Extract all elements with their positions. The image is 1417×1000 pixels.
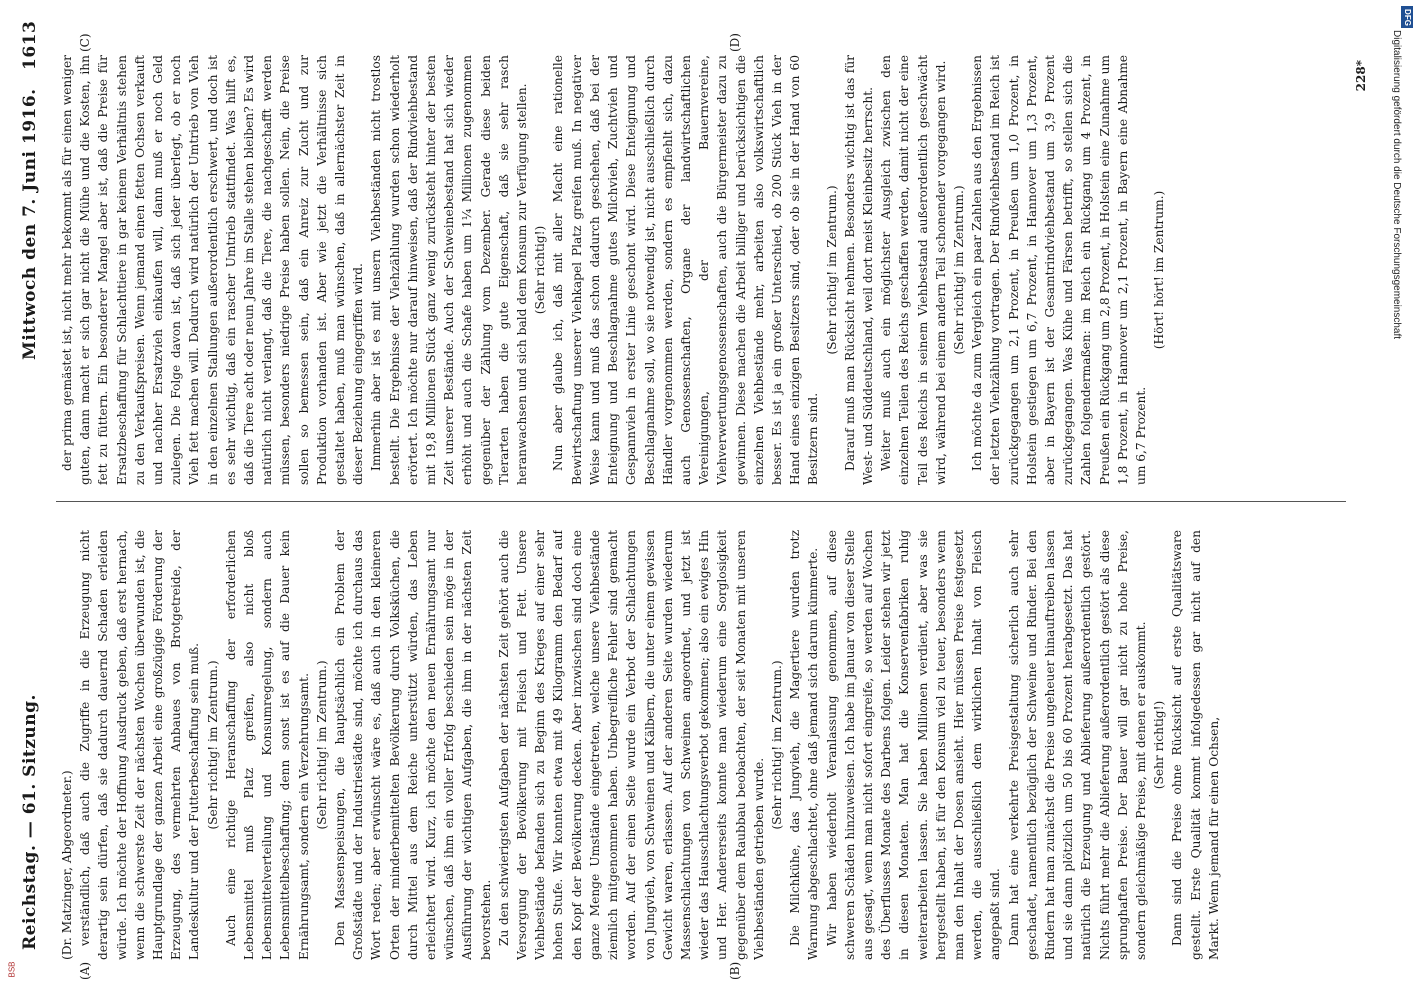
right-paragraph: (Sehr richtig!) (533, 225, 548, 315)
bsb-mark: BSB (7, 961, 17, 978)
right-paragraph: Darauf muß man Rücksicht nehmen. Besonders wichtig ist das für West- und Süddeutschland, weil dort meist Kleinbesitz herrscht. (842, 55, 875, 485)
left-paragraph: (Sehr richtig! im Zentrum.) (314, 660, 329, 830)
signature-mark: 228* (1354, 60, 1368, 92)
left-paragraph: Dann hat eine verkehrte Preisgestaltung sicherlich auch sehr geschadet, namentlich bezüglich der Schweine und Rinder. Bei den Rindern hat man zunächst die Preise ungeheuer hinauftreiben lassen und sie dann plötzlich um 50 bis 60 Prozent herabgesetzt. Das hat natürlich die Erzeugung und Ablieferung außerordentlich gestört. Nichts führt mehr die Ablieferung außerordentlich gestört als diese sprunghaften Preise. Der Bauer will gar nicht zu hohe Preise, sondern gleichmäßige Preise, mit denen er auskommt. (1006, 530, 1148, 960)
margin-mark-b: (B) (728, 961, 742, 980)
left-paragraph: Wir haben wiederholt Veranlassung genommen, auf diese schweren Schäden hinzuweisen. Ich habe im Januar von dieser Stelle aus gesagt, wenn man nicht sofort eingreife, so werden auf Wochen des Überflusses Monate des Darbens folgen. Leider stehen wir jetzt in diesen Monaten. Man hat die Konservenfabriken ruhig weiterarbeiten lassen. Sie haben Millionen verdient, aber was sie hergestellt haben, ist für den Konsum viel zu teuer, besonders wenn man den Inhalt der Dosen ansieht. Hier müssen Preise festgesetzt werden, die ausschließlich dem wirklichen Inhalt von Fleisch angepaßt sind. (824, 530, 1003, 960)
left-paragraph: (Sehr richtig!) (1152, 700, 1167, 790)
digitization-note: Digitalisierung gefördert durch die Deutsche Forschungsgemeinschaft (1391, 30, 1402, 340)
column-divider (56, 501, 1346, 502)
left-paragraph: Zu den schwierigsten Aufgaben der nächsten Zeit gehört auch die Versorgung der Bevölkerung mit Fleisch und Fett. Unsere Viehbestände befanden sich zu Beginn des Krieges auf einer sehr hohen Stufe. Wir konnten etwa mit 49 Kilogramm den Bedarf auf den Kopf der Bevölkerung decken. Aber inzwischen sind doch eine ganze Menge Umstände eingetreten, welche unsere Viehbestände ziemlich mitgenommen haben. Unbegreifliche Fehler sind gemacht worden. Auf der einen Seite wurde ein Verbot der Schlachtungen von Jungvieh, von Schweinen und Kälbern, die unter einem gewissen Gewicht waren, erlassen. Auf der anderen Seite wurden wiederum Massenschlachtungen von Schweinen angeordnet, und jetzt ist wieder das Hausschlachtungsverbot gekommen; also ein ewiges Hin und Her. Andererseits konnte man wiederum eine Sorglosigkeit gegenüber dem Raubbau beobachten, der seit Monaten mit unseren Viehbeständen getrieben wurde. (496, 530, 766, 960)
right-paragraph: der prima gemästet ist, nicht mehr bekommt als für einen weniger guten, dann macht er sich gar nicht die Mühe und die Kosten, ihn fett zu füttern. Ein besonderer Mangel aber ist, daß die Preise für Ersatzbeschaffung für Schlachttiere in gar keinem Verhältnis stehen zu den Verkaufspreisen. Wenn jemand einen fetten Ochsen verkauft und nachher Ersatzvieh einkaufen will, dann muß er noch Geld zulegen. Die Folge davon ist, daß sich jeder überlegt, ob er noch Vieh fett machen will. Dadurch wird natürlich der Umtrieb von Vieh in den einzelnen Stallungen außerordentlich erschwert, und doch ist es sehr wichtig, daß ein rascher Umtrieb stattfindet. Was hilft es, daß die Tiere acht oder neun Jahre im Stalle stehen bleiben? Es wird natürlich nicht verlangt, daß die Tiere, die nachgeschafft werden müssen, besonders niedrige Preise haben sollen. Nein, die Preise sollen so bemessen sein, daß ein Anreiz zur Zucht und zur Produktion vorhanden ist. Aber wie jetzt die Verhältnisse sich gestaltet haben, muß man wünschen, daß in allernächster Zeit in dieser Beziehung eingegriffen wird. (60, 55, 366, 485)
right-paragraph: (Sehr richtig! im Zentrum.) (951, 185, 966, 355)
header-date: Mittwoch den 7. Juni 1916. (20, 88, 40, 360)
margin-mark-c: (C) (78, 33, 92, 52)
left-paragraph: Die Milchkühe, das Jungvieh, die Magertiere wurden trotz Warnung abgeschlachtet, ohne daß jemand sich darum kümmerte. (788, 530, 821, 960)
left-paragraph: (Sehr richtig! im Zentrum.) (205, 660, 220, 830)
page-header (12, 20, 58, 960)
right-column (58, 55, 1348, 485)
left-column (58, 530, 1348, 960)
right-paragraph: (Sehr richtig! im Zentrum.) (824, 185, 839, 355)
left-paragraph: Auch eine richtige Heranschaffung der erforderlichen Lebensmittel muß Platz greifen, also nicht bloß Lebensmittelverteilung und Konsumregelung, sondern auch Lebensmittelbeschaffung; denn sonst ist es auf die Dauer kein Ernährungsamt, sondern ein Verzehrungsamt. (223, 530, 311, 960)
right-paragraph: Immerhin aber ist es mit unsern Viehbeständen nicht trostlos bestellt. Die Ergebnisse der Viehzählung wurden schon wiederholt erörtert. Ich möchte nur darauf hinweisen, daß der Rindviehbestand mit 19,8 Millionen Stück ganz wenig zurücksteht hinter der besten Zeit unserer Bestände. Auch der Schweinebestand hat sich wieder erhöht und auch die Schafe haben um 1¼ Millionen zugenommen gegenüber der Zählung vom Dezember. Gerade diese beiden Tierarten haben die gute Eigenschaft, daß sie sehr rasch heranwachsen und sich bald dem Konsum zur Verfügung stellen. (369, 55, 530, 485)
dfg-logo: DFG (1401, 6, 1413, 28)
left-paragraph: verständlich, daß auch die Zugriffe in die Erzeugung nicht derartig sein dürfen, daß sie dadurch dauernd Schaden erleiden würde. Ich möchte der Hoffnung Ausdruck geben, daß erst hernach, wenn die schwerste Zeit der nächsten Wochen überwunden ist, die Hauptgrundlage der ganzen Arbeit eine großzügige Förderung der Erzeugung, des vermehrten Anbaues von Brotgetreide, der Landeskultur und der Futterbeschaffung sein muß. (78, 530, 202, 960)
left-paragraph: (Sehr richtig! im Zentrum.) (769, 660, 784, 830)
right-paragraph: Ich möchte da zum Vergleich ein paar Zahlen aus den Ergebnissen der letzten Viehzählung vortragen. Der Rindviehbestand im Reich ist zurückgegangen um 2,1 Prozent, in Preußen um 1,0 Prozent, in Holstein gestiegen um 6,7 Prozent, in Hannover um 1,3 Prozent, aber in Bayern ist der Gesamtrindviehbestand um 3,9 Prozent zurückgegangen. Was Kühe und Färsen betrifft, so stellen sich die Zahlen folgendermaßen: im Reich ein Rückgang um 4 Prozent, in Preußen ein Rückgang um 2,8 Prozent, in Holstein eine Zunahme um 1,8 Prozent, in Hannover um 2,1 Prozent, in Bayern eine Abnahme um 6,7 Prozent. (970, 55, 1148, 485)
left-paragraph: Den Massenspeisungen, die hauptsächlich ein Problem der Großstädte und der Industriestädte sind, möchte ich durchaus das Wort reden; aber erwünscht wäre es, daß auch in den kleineren Orten der minderbemittelten Bevölkerung durch Volksküchen, die durch Mittel aus dem Reiche unterstützt würden, das Leben erleichtert wird. Kurz, ich möchte den neuen Ernährungsamt nur wünschen, daß ihm ein voller Erfolg beschieden sein möge in der Ausführung der wichtigen Aufgaben, die ihm in der nächsten Zeit bevorstehen. (333, 530, 493, 960)
right-paragraph: Weiter muß auch ein möglichster Ausgleich zwischen den einzelnen Teilen des Reichs geschaffen werden, damit nicht der eine Teil des Reichs in seinem Viehbestand außerordentlich geschwächt wird, während bei einem andern Teil schonender vorgegangen wird. (879, 55, 948, 485)
header-session: Reichstag. — 61. Sitzung. (20, 694, 40, 950)
right-paragraph: (Hört! hört! im Zentrum.) (1152, 190, 1167, 350)
right-paragraph: Nun aber glaube ich, daß mit aller Macht eine rationelle Bewirtschaftung unserer Viehkapel Platz greifen muß. In negativer Weise kann und muß das schon dadurch geschehen, daß bei der Enteignung und Beschlagnahme gutes Milchvieh, Zuchtvieh und Gespannvieh in erster Linie geschont wird. Diese Enteignung und Beschlagnahme soll, wo sie notwendig ist, nicht ausschließlich durch Händler vorgenommen werden, sondern es empfiehlt sich, dazu auch Genossenschaften, Organe der landwirtschaftlichen Vereinigungen, der Bauernvereine, Viehverwertungsgenossenschaften, auch die Bürgermeister dazu zu gewinnen. Diese machen die Arbeit billiger und berücksichtigen die einzelnen Viehbestände mehr, arbeiten also volkswirtschaftlich besser. Es ist ja ein großer Unterschied, ob 200 Stück Vieh in der Hand eines einzigen Besitzers sind, oder ob sie in der Hand von 60 Besitzern sind. (551, 55, 821, 485)
page-number: 1613 (20, 20, 40, 70)
margin-mark-d: (D) (728, 33, 742, 52)
margin-mark-a: (A) (78, 961, 92, 980)
speaker-label: (Dr. Matzinger, Abgeordneter.) (60, 770, 74, 960)
left-paragraph: Dann sind die Preise ohne Rücksicht auf erste Qualitätsware gestellt. Erste Qualität kommt infolgedessen gar nicht auf den Markt. Wenn jemand für einen Ochsen, (1170, 530, 1221, 960)
document-page (8, 20, 1368, 980)
